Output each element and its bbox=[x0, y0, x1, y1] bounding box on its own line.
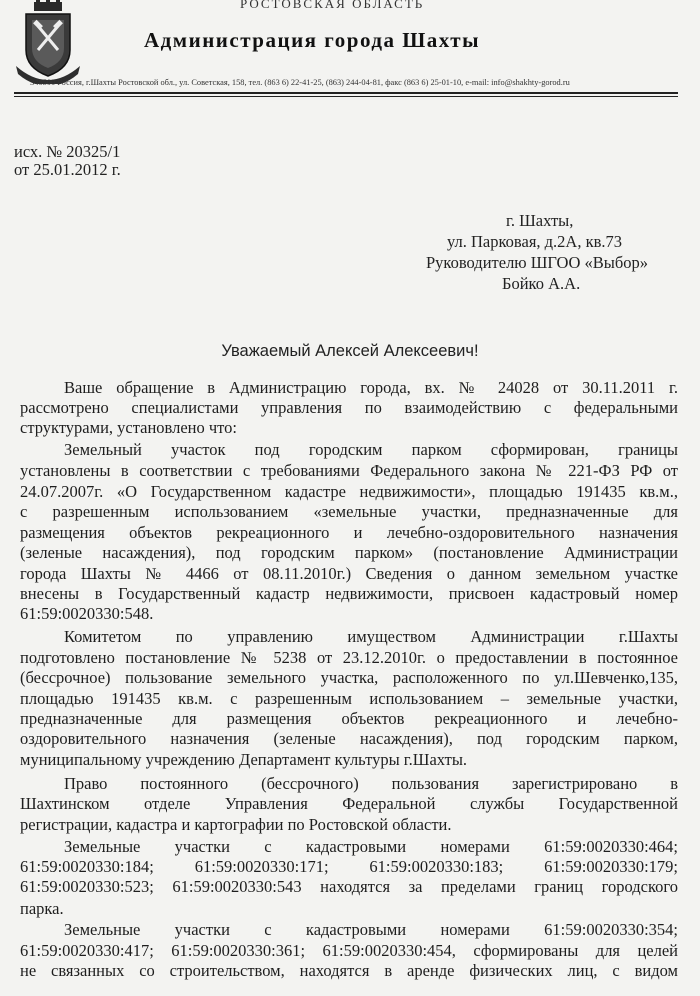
body-line: Земельные участки с кадастровыми номерами 61:59:0020330:354; bbox=[64, 920, 678, 939]
addressee-city: г. Шахты, bbox=[506, 211, 574, 230]
body-line: предназначенные для размещения объектов рекреационного и лечебно- bbox=[20, 709, 678, 728]
body-line: 61:59:0020330:184; 61:59:0020330:171; 61:59:0020330:183; 61:59:0020330:179; bbox=[20, 857, 678, 876]
addressee-position: Руководителю ШГОО «Выбор» bbox=[426, 253, 648, 272]
organization-title: Администрация города Шахты bbox=[144, 28, 480, 52]
body-line: парка. bbox=[20, 899, 64, 918]
body-line: рассмотрено специалистами управления по взаимодействию с федеральными bbox=[20, 398, 678, 417]
outgoing-number: исх. № 20325/1 bbox=[14, 142, 121, 161]
body-line: установлены в соответствии с требованиями Федерального закона № 221-ФЗ РФ от bbox=[20, 461, 678, 480]
city-coat-of-arms-icon bbox=[12, 0, 84, 84]
body-line: оздоровительного назначения (зеленые насаждения), под городским парком, bbox=[20, 729, 678, 748]
body-line: 24.07.2007г. «О Государственном кадастре недвижимости», площадью 191435 кв.м., bbox=[20, 482, 678, 501]
body-line: Земельные участки с кадастровыми номерами 61:59:0020330:464; bbox=[64, 837, 678, 856]
body-line: с разрешенным использованием «земельные участки, предназначенные для bbox=[20, 502, 678, 521]
body-line: Право постоянного (бессрочного) пользования зарегистрировано в bbox=[64, 774, 678, 793]
body-line: 61:59:0020330:417; 61:59:0020330:361; 61:59:0020330:454, сформированы для целей bbox=[20, 941, 678, 960]
body-line: города Шахты № 4466 от 08.11.2010г.) Сведения о данном земельном участке bbox=[20, 564, 678, 583]
body-line: Комитетом по управлению имуществом Администрации г.Шахты bbox=[64, 627, 678, 646]
body-line: 61:59:0020330:548. bbox=[20, 604, 154, 623]
body-line: Шахтинском отделе Управления Федеральной службы Государственной bbox=[20, 794, 678, 813]
body-line: регистрации, кадастра и картографии по Ростовской области. bbox=[20, 815, 452, 834]
region-heading: РОСТОВСКАЯ ОБЛАСТЬ bbox=[240, 0, 425, 11]
body-line: внесены в Государственный кадастр недвижимости, присвоен кадастровый номер bbox=[20, 584, 678, 603]
addressee-street: ул. Парковая, д.2А, кв.73 bbox=[447, 232, 623, 251]
body-line: площадью 191435 кв.м. с разрешенным использованием – земельные участки, bbox=[20, 689, 678, 708]
body-line: структурами, установлено что: bbox=[20, 418, 238, 437]
body-line: (зеленые насаждения), под городским парком» (постановление Администрации bbox=[20, 543, 678, 562]
body-line: Ваше обращение в Администрацию города, вх. № 24028 от 30.11.2011 г. bbox=[64, 378, 678, 397]
body-line: не связанных со строительством, находятся в аренде физических лиц, с видом bbox=[20, 961, 678, 980]
body-line: 61:59:0020330:523; 61:59:0020330:543 находятся за пределами границ городского bbox=[20, 877, 678, 896]
letterhead-divider-thin bbox=[14, 96, 678, 97]
body-line: муниципальному учреждению Департамент культуры г.Шахты. bbox=[20, 750, 468, 769]
outgoing-date: от 25.01.2012 г. bbox=[14, 160, 121, 179]
greeting: Уважаемый Алексей Алексеевич! bbox=[221, 342, 479, 360]
body-line: Земельный участок под городским парком сформирован, границы bbox=[64, 440, 678, 459]
organization-address: 346500 Россия, г.Шахты Ростовской обл., ул. Советская, 158, тел. (863 6) 22-41-25, (863) 244-04-81, факс (863 6) 25-01-10, e-mail: info@shakhty-gorod.ru bbox=[30, 78, 570, 87]
addressee-name: Бойко А.А. bbox=[502, 274, 581, 293]
body-line: размещения объектов рекреационного и лечебно-оздоровительного назначения bbox=[20, 523, 678, 542]
body-line: подготовлено постановление № 5238 от 23.12.2010г. о предоставлении в постоянное bbox=[20, 648, 678, 667]
body-line: (бессрочное) пользование земельного участка, расположенного по ул.Шевченко,135, bbox=[20, 668, 678, 687]
letterhead-divider bbox=[14, 92, 678, 94]
